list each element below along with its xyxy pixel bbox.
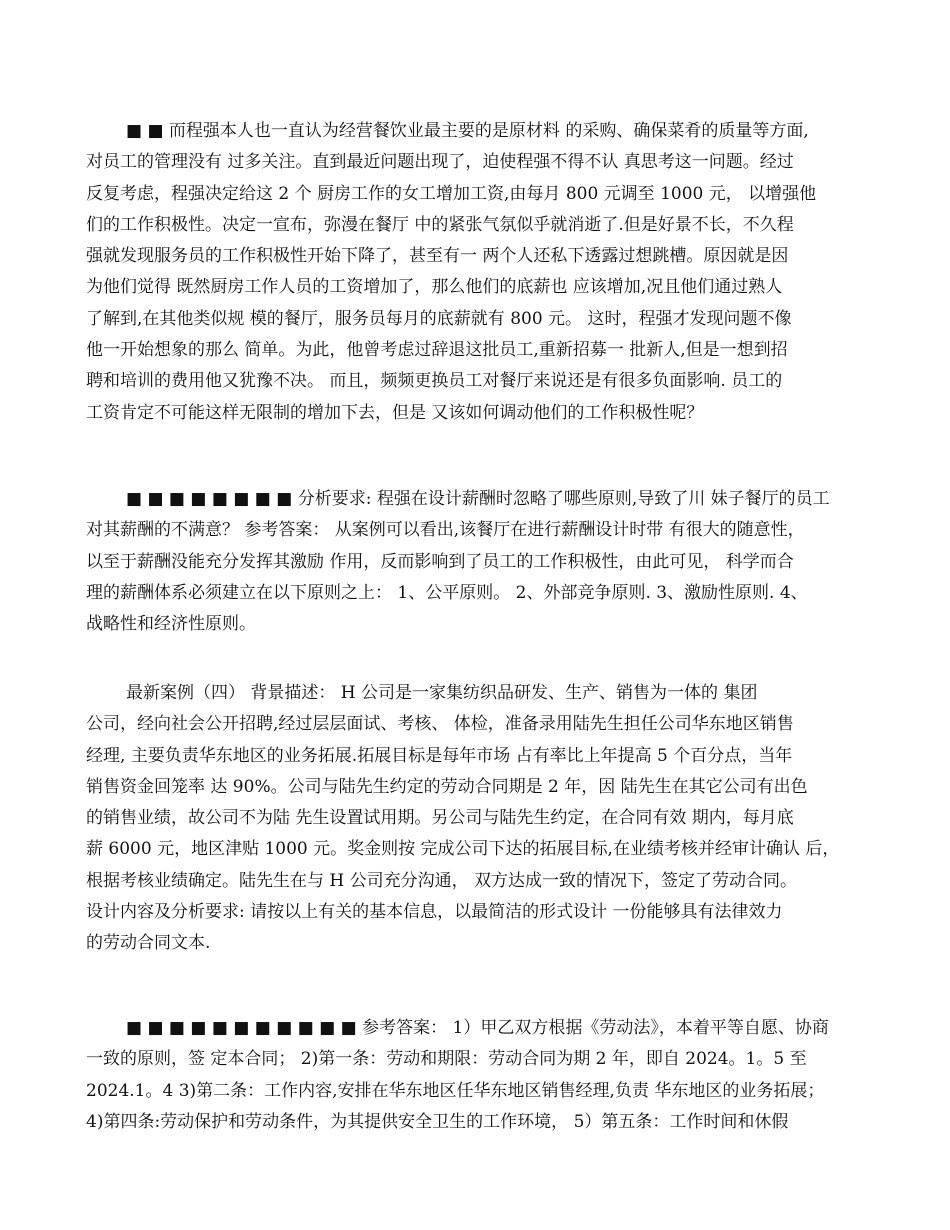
text-line: 对其薪酬的不满意？ 参考答案： 从案例可以看出,该餐厅在进行薪酬设计时带 有很大的随意性， bbox=[86, 520, 805, 541]
text-line: ■ ■ ■ ■ ■ ■ ■ ■ 分析要求: 程强在设计薪酬时忽略了哪些原则,导致了川 妹子餐厅的员工 bbox=[126, 489, 830, 509]
text-line: 根据考核业绩确定。陆先生在与 H 公司充分沟通， 双方达成一致的情况下，签定了劳动合同。 bbox=[86, 870, 798, 891]
paragraph-analysis-answer bbox=[86, 484, 876, 640]
text-line: ■ ■ ■ ■ ■ ■ ■ ■ ■ ■ ■ 参考答案： 1）甲乙双方根据《劳动法》，本着平等自愿、协商 bbox=[126, 1018, 829, 1038]
text-line: 2024.1。4 3)第二条：工作内容,安排在华东地区任华东地区销售经理,负责 华东地区的业务拓展； bbox=[86, 1080, 825, 1101]
text-line: 经理, 主要负责华东地区的业务拓展.拓展目标是每年市场 占有率比上年提高 5 个百分点，当年 bbox=[86, 745, 793, 766]
text-line: 以至于薪酬没能充分发挥其激励 作用，反而影响到了员工的工作积极性，由此可见， 科学而合 bbox=[86, 551, 794, 572]
text-line: 工资肯定不可能这样无限制的增加下去，但是 又该如何调动他们的工作积极性呢？ bbox=[86, 402, 704, 423]
text-line: 的劳动合同文本. bbox=[86, 933, 211, 954]
text-line: 4)第四条:劳动保护和劳动条件，为其提供安全卫生的工作环境， 5）第五条：工作时间和休假 bbox=[86, 1111, 789, 1132]
text-line: 他一开始想象的那么 简单。为此，他曾考虑过辞退这批员工,重新招募一 批新人,但是一想到招 bbox=[86, 340, 788, 361]
paragraph-case-four bbox=[86, 678, 876, 960]
text-line: 了解到,在其他类似规 模的餐厅，服务员每月的底薪就有 800 元。 这时，程强才发现问题不像 bbox=[86, 308, 792, 329]
text-line: ■ ■ 而程强本人也一直认为经营餐饮业最主要的是原材料 的采购、确保菜肴的质量等方面, bbox=[126, 121, 809, 141]
text-line: 一致的原则，签 定本合同； 2)第一条：劳动和期限：劳动合同为期 2 年，即自 2024。1。5 至 bbox=[86, 1049, 807, 1070]
paragraph-contract-answer bbox=[86, 1013, 876, 1138]
text-line: 聘和培训的费用他又犹豫不决。 而且，频频更换员工对餐厅来说还是有很多负面影响. 员工的 bbox=[86, 371, 783, 392]
text-line: 强就发现服务员的工作积极性开始下降了，甚至有一 两个人还私下透露过想跳槽。原因就是因 bbox=[86, 246, 789, 267]
text-line: 反复考虑，程强决定给这 2 个 厨房工作的女工增加工资,由每月 800 元调至 1000 元， 以增强他 bbox=[86, 183, 817, 204]
text-line: 的销售业绩，故公司不为陆 先生设置试用期。另公司与陆先生约定，在合同有效 期内，每月底 bbox=[86, 808, 794, 829]
text-line: 对员工的管理没有 过多关注。直到最近问题出现了，迫使程强不得不认 真思考这一问题。经过 bbox=[86, 152, 794, 173]
text-line: 最新案例（四） 背景描述： H 公司是一家集纺织品研发、生产、销售为一体的 集团 bbox=[126, 683, 758, 703]
text-line: 为他们觉得 既然厨房工作人员的工资增加了，那么他们的底薪也 应该增加,况且他们通过熟人 bbox=[86, 277, 783, 298]
text-line: 战略性和经济性原则。 bbox=[86, 614, 256, 635]
paragraph-case-background bbox=[86, 116, 876, 429]
text-line: 们的工作积极性。决定一宣布，弥漫在餐厅 中的紧张气氛似乎就消逝了.但是好景不长，不久程 bbox=[86, 214, 794, 235]
text-line: 薪 6000 元，地区津贴 1000 元。奖金则按 完成公司下达的拓展目标,在业绩考核并经审计确认 后， bbox=[86, 839, 840, 860]
text-line: 公司，经向社会公开招聘,经过层层面试、考核、 体检，准备录用陆先生担任公司华东地区销售 bbox=[86, 714, 794, 735]
text-line: 销售资金回笼率 达 90%。公司与陆先生约定的劳动合同期是 2 年，因 陆先生在其它公司有出色 bbox=[86, 776, 808, 797]
text-line: 设计内容及分析要求: 请按以上有关的基本信息，以最简洁的形式设计 一份能够具有法律效力 bbox=[86, 902, 783, 923]
text-line: 理的薪酬体系必须建立在以下原则之上： 1、公平原则。 2、外部竞争原则. 3、激励性原则. 4、 bbox=[86, 582, 808, 603]
